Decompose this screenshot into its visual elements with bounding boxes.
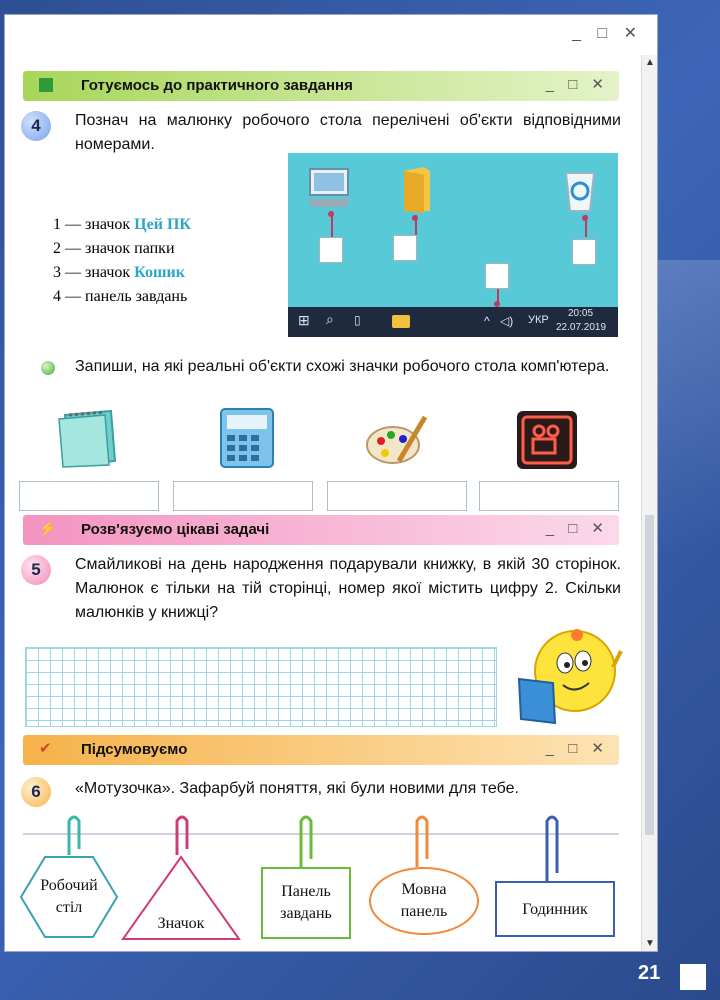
lightning-icon: ⚡ [39, 520, 57, 536]
scrollbar[interactable] [641, 55, 657, 951]
file-explorer-icon [392, 315, 410, 328]
folder-icon [400, 167, 434, 213]
answer-grid[interactable] [25, 647, 497, 727]
window-controls[interactable]: _ □ ✕ [572, 25, 643, 42]
task-number-badge: 6 [21, 777, 51, 807]
recycle-bin-icon [560, 167, 600, 213]
card-clock[interactable] [495, 881, 615, 937]
volume-icon: ◁) [500, 314, 514, 328]
card-text: панель [400, 903, 448, 920]
green-square-icon [39, 78, 53, 92]
rope-line [23, 833, 619, 835]
paperclip-icon [543, 813, 561, 883]
answer-field-video[interactable] [479, 481, 619, 511]
section-bar-problems [23, 515, 619, 545]
card-text: Годинник [522, 901, 588, 918]
card-icon[interactable] [121, 855, 241, 941]
taskbar [288, 307, 618, 337]
legend-item: 3 — значок Кошик [53, 264, 185, 281]
this-pc-icon [306, 167, 352, 209]
legend-item: 1 — значок Цей ПК [53, 216, 191, 233]
window-titlebar [5, 15, 657, 51]
legend-item: 2 — значок папки [53, 240, 175, 257]
answer-box-folder[interactable] [393, 235, 417, 261]
section-controls[interactable]: _ □ ✕ [545, 740, 609, 757]
clock-date: 22.07.2019 [556, 322, 607, 333]
clock-time: 20:05 [568, 308, 594, 319]
scroll-down-icon[interactable]: ▼ [645, 938, 655, 949]
checkmark-icon: ✔ [39, 740, 52, 757]
section-controls[interactable]: _ □ ✕ [545, 76, 609, 93]
smiley-character [513, 623, 633, 733]
card-text: Мовна [401, 881, 447, 898]
card-text: Значок [157, 915, 205, 932]
section-controls[interactable]: _ □ ✕ [545, 520, 609, 537]
card-text: Панель [281, 883, 331, 900]
paperclip-icon [413, 813, 431, 869]
section-title: Підсумовуємо [81, 741, 188, 758]
page-corner-square [680, 964, 706, 990]
page-number: 21 [638, 962, 661, 984]
card-desktop[interactable] [19, 855, 119, 939]
calculator-icon [219, 407, 275, 469]
scroll-thumb[interactable] [645, 515, 654, 835]
search-icon: ⌕ [326, 311, 334, 327]
notepad-icon [55, 409, 117, 469]
paperclip-icon [65, 813, 83, 857]
answer-box-pc[interactable] [319, 237, 343, 263]
section-bar-summary [23, 735, 619, 765]
textbook-window [4, 14, 658, 952]
desktop-illustration [288, 153, 618, 337]
card-text: завдань [280, 905, 332, 922]
answer-field-paint[interactable] [327, 481, 467, 511]
task-view-icon: ▯ [354, 313, 361, 327]
card-text: Робочий [40, 877, 98, 894]
paperclip-icon [297, 813, 315, 869]
section-title: Готуємось до практичного завдання [81, 77, 353, 94]
task-number-badge: 4 [21, 111, 51, 141]
section-bar-prepare [23, 71, 619, 101]
paint-icon [365, 411, 429, 469]
scroll-up-icon[interactable]: ▲ [645, 57, 655, 68]
paperclip-icon [173, 813, 191, 857]
language-indicator: УКР [528, 314, 549, 326]
answer-box-taskbar[interactable] [485, 263, 509, 289]
card-taskbar[interactable] [261, 867, 351, 939]
write-task-text: Запиши, на які реальні об'єкти схожі значки робочого стола комп'ютера. [75, 358, 610, 375]
task6-text: «Мотузочка». Зафарбуй поняття, які були новими для тебе. [75, 780, 519, 797]
video-editor-icon [515, 409, 579, 471]
legend-item: 4 — панель завдань [53, 288, 188, 305]
card-text: стіл [55, 899, 83, 916]
answer-field-calculator[interactable] [173, 481, 313, 511]
answer-box-bin[interactable] [572, 239, 596, 265]
section-title: Розв'язуємо цікаві задачі [81, 521, 270, 538]
answer-field-notepad[interactable] [19, 481, 159, 511]
task4-text: Познач на малюнку робочого стола перелічені об'єкти відповідними номерами. [75, 112, 621, 153]
green-bullet-icon [41, 361, 55, 375]
legend-list [53, 213, 191, 309]
windows-start-icon: ⊞ [298, 312, 310, 328]
task-number-badge: 5 [21, 555, 51, 585]
tray-arrow-icon: ^ [484, 314, 490, 328]
card-language-bar[interactable] [369, 867, 479, 935]
task5-text: Смайликові на день народження подарували книжку, в якій 30 сторінок. Малюнок є тільки на тій сторінці, номер якої містить цифру 2. Скільки малюнків у книжці? [75, 556, 621, 621]
